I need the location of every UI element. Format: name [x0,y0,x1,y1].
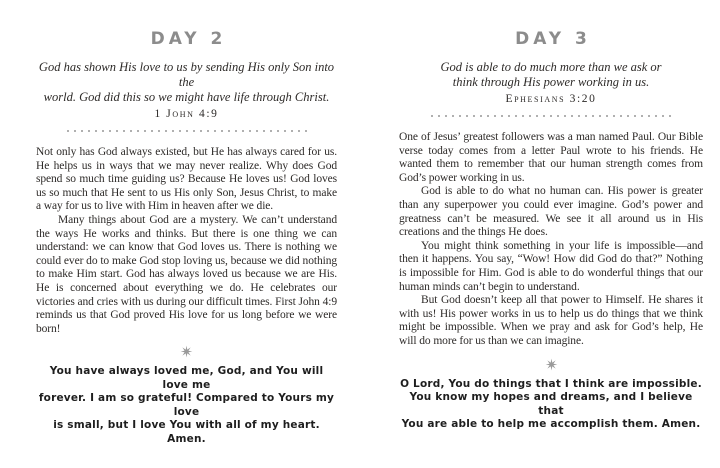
dotted-separator [431,115,671,117]
day-title: DAY 2 [150,29,227,49]
body-paragraph: God is able to do what no human can. His power is greater than any superpower you could ever imagine. God’s power and greatness can’t be measured. We see it all around us in His creations and the things He does. [399,185,703,239]
star-ornament-icon [36,345,337,358]
dotted-separator [67,130,307,132]
verse-text [36,60,337,105]
verse-line: God has shown His love to us by sending His only Son into the [38,60,335,89]
verse-text [399,60,703,90]
prayer-text [399,378,703,432]
prayer-line: forever. I am so grateful! Compared to Yours my love [38,392,335,418]
body-paragraph: Many things about God are a mystery. We can’t understand the ways He works and thinks. But there is one thing we can understand: we can know that God loves us. There is nothing we could ever do to make God stop loving us, because we did nothing to make Him start. God has always loved us because we are His. He is concerned about everything we do. He celebrates our victories and cries with us during our difficult times. First John 4:9 reminds us that God proved His love for us long before we were born! [36,213,337,335]
prayer-line: is small, but I love You with all of my heart. Amen. [53,419,320,445]
devotional-body [399,131,703,349]
prayer-line: You are able to help me accomplish them. Amen. [401,418,701,430]
body-paragraph: You might think something in your life is impossible—and then it happens. You say, “Wow! How did God do that?” Nothing is impossible for Him. God is able to do wonderful things that our human minds can’t begin to understand. [399,239,703,293]
day-title: DAY 3 [515,29,591,49]
prayer-line: You know my hopes and dreams, and I believe that [409,391,693,417]
prayer-text [36,365,337,446]
verse-line: God is able to do much more than we ask or [440,60,662,74]
verse-reference: 1 John 4:9 [154,108,219,120]
prayer-line: O Lord, You do things that I think are impossible. [400,377,702,390]
devotional-body [36,146,337,336]
star-ornament-icon [399,358,703,371]
verse-reference: Ephesians 3:20 [505,93,597,105]
body-paragraph: One of Jesus’ greatest followers was a man named Paul. Our Bible verse today comes from a letter Paul wrote to his friends. He wanted them to remember that our human strength comes from God’s power working in us. [399,131,703,184]
verse-line: think through His power working in us. [452,75,650,89]
prayer-line: You have always loved me, God, and You will love me [49,365,324,391]
page-right [360,0,720,468]
body-paragraph: But God doesn’t keep all that power to Himself. He shares it with us! His power works in us to help us do things that we think might be impossible. When we pray and ask for God’s help, He will do more for us than we can imagine. [399,294,703,347]
body-paragraph: Not only has God always existed, but He has always cared for us. He helps us in ways that we may never realize. Why does God spend so much time guiding us? Because He loves us! God loves us so much that He sent to us His only Son, Jesus Christ, to make a way for us to live with Him in heaven after we die. [36,146,337,213]
verse-line: world. God did this so we might have life through Christ. [43,90,330,104]
